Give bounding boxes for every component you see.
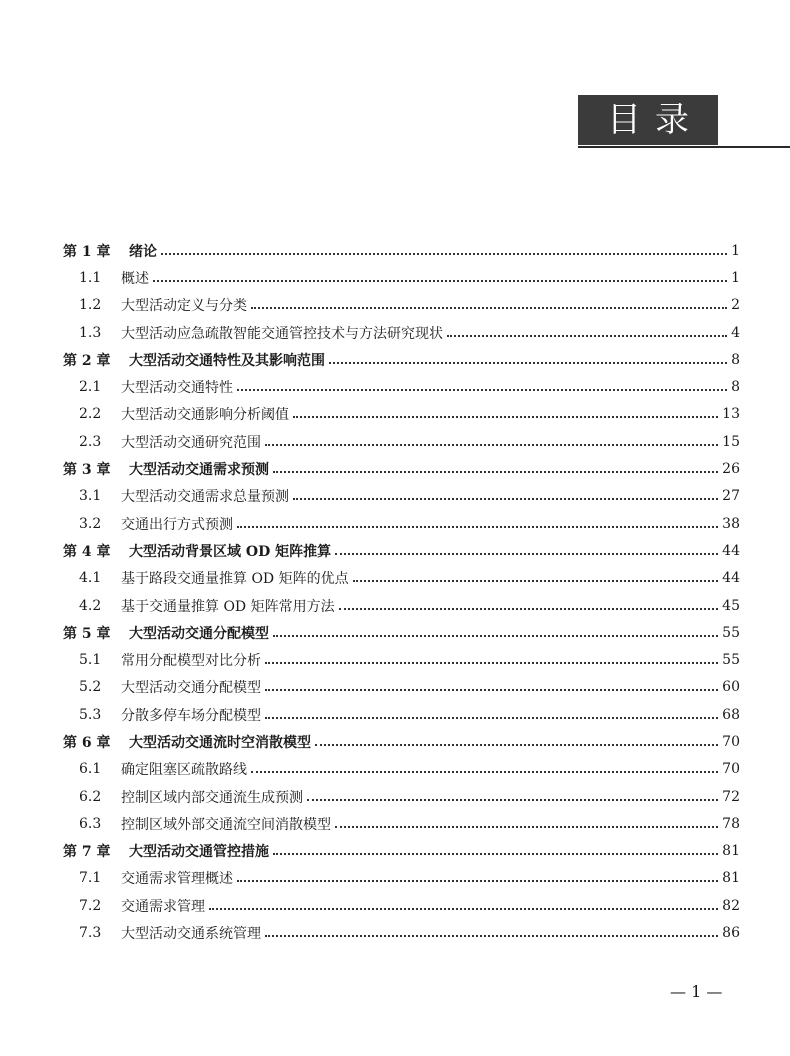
toc-entry-title: 大型活动交通分配模型 <box>121 680 261 697</box>
toc-entry-page: 70 <box>722 733 740 750</box>
toc-section-row[interactable] <box>63 373 740 400</box>
toc-entry-title: 大型活动应急疏散智能交通管控技术与方法研究现状 <box>121 325 443 342</box>
toc-entry-page: 81 <box>722 843 740 860</box>
toc-entry-title: 大型活动交通影响分析阈值 <box>121 407 289 424</box>
toc-entry-number: 6.3 <box>79 815 102 832</box>
toc-entry-page: 8 <box>731 351 740 368</box>
toc-entry-page: 1 <box>731 269 740 286</box>
toc-entry-page: 78 <box>722 815 740 832</box>
toc-section-row[interactable] <box>63 510 740 537</box>
toc-entry-number: 第 6 章 <box>63 734 111 751</box>
dot-leader <box>237 389 727 391</box>
toc-section-row[interactable] <box>63 892 740 919</box>
dot-leader <box>335 826 718 828</box>
toc-entry-title: 控制区域外部交通流空间消散模型 <box>121 816 331 833</box>
toc-entry-number: 5.2 <box>79 679 102 696</box>
dot-leader <box>209 908 718 910</box>
toc-entry-number: 3.1 <box>79 488 102 505</box>
toc-entry-number: 1.3 <box>79 324 102 341</box>
toc-entry-title: 绪论 <box>129 243 157 260</box>
toc-entry-number: 4.2 <box>79 597 102 614</box>
toc-entry-number: 2.3 <box>79 433 102 450</box>
toc-chapter-row[interactable] <box>63 619 740 646</box>
dot-leader <box>315 744 718 746</box>
toc-section-row[interactable] <box>63 483 740 510</box>
toc-entry-page: 27 <box>722 488 740 505</box>
page-number: — 1 — <box>670 982 723 1001</box>
toc-entry-title: 确定阻塞区疏散路线 <box>121 762 247 779</box>
toc-section-row[interactable] <box>63 783 740 810</box>
toc-entry-title: 常用分配模型对比分析 <box>121 653 261 670</box>
toc-section-row[interactable] <box>63 919 740 946</box>
toc-entry-title: 大型活动交通需求预测 <box>129 462 269 479</box>
dot-leader <box>307 799 718 801</box>
dot-leader <box>447 335 727 337</box>
toc-section-row[interactable] <box>63 264 740 291</box>
toc-section-row[interactable] <box>63 428 740 455</box>
toc-chapter-row[interactable] <box>63 346 740 373</box>
toc-section-row[interactable] <box>63 674 740 701</box>
toc-entry-page: 8 <box>731 379 740 396</box>
toc-section-row[interactable] <box>63 401 740 428</box>
toc-section-row[interactable] <box>63 865 740 892</box>
toc-entry-page: 13 <box>722 406 740 423</box>
toc-entry-title: 概述 <box>121 270 149 287</box>
toc-entry-page: 81 <box>722 870 740 887</box>
dot-leader <box>353 580 719 582</box>
toc-entry-page: 2 <box>731 297 740 314</box>
dot-leader <box>265 935 718 937</box>
toc-entry-page: 26 <box>722 461 740 478</box>
toc-entry-title: 控制区域内部交通流生成预测 <box>121 789 303 806</box>
toc-entry-page: 4 <box>731 324 740 341</box>
toc-entry-page: 60 <box>722 679 740 696</box>
toc-chapter-row[interactable] <box>63 237 740 264</box>
toc-entry-title: 大型活动交通需求总量预测 <box>121 489 289 506</box>
page-title: 目录 <box>607 100 703 140</box>
toc-entry-title: 交通出行方式预测 <box>121 516 233 533</box>
table-of-contents <box>63 237 740 947</box>
toc-entry-title: 基于交通量推算 OD 矩阵常用方法 <box>121 598 335 615</box>
dot-leader <box>251 307 727 309</box>
toc-section-row[interactable] <box>63 810 740 837</box>
toc-section-row[interactable] <box>63 756 740 783</box>
toc-entry-title: 大型活动定义与分类 <box>121 298 247 315</box>
toc-section-row[interactable] <box>63 565 740 592</box>
toc-entry-page: 44 <box>722 570 740 587</box>
toc-entry-number: 第 3 章 <box>63 462 111 479</box>
toc-entry-page: 55 <box>722 624 740 641</box>
toc-entry-number: 5.1 <box>79 652 102 669</box>
toc-section-row[interactable] <box>63 592 740 619</box>
toc-entry-title: 交通需求管理概述 <box>121 871 233 888</box>
toc-entry-number: 7.3 <box>79 925 102 942</box>
toc-section-row[interactable] <box>63 701 740 728</box>
toc-entry-title: 大型活动交通研究范围 <box>121 434 261 451</box>
toc-entry-number: 3.2 <box>79 515 102 532</box>
dot-leader <box>335 553 718 555</box>
toc-entry-number: 7.2 <box>79 897 102 914</box>
toc-entry-number: 第 4 章 <box>63 543 111 560</box>
toc-section-row[interactable] <box>63 646 740 673</box>
toc-entry-number: 6.2 <box>79 788 102 805</box>
toc-entry-title: 基于路段交通量推算 OD 矩阵的优点 <box>121 571 349 588</box>
toc-entry-number: 1.2 <box>79 297 102 314</box>
dot-leader <box>251 771 718 773</box>
toc-chapter-row[interactable] <box>63 838 740 865</box>
toc-entry-title: 大型活动交通管控措施 <box>129 844 269 861</box>
toc-entry-page: 55 <box>722 652 740 669</box>
toc-entry-title: 大型活动背景区域 OD 矩阵推算 <box>129 543 332 560</box>
toc-entry-number: 6.1 <box>79 761 102 778</box>
dot-leader <box>339 608 719 610</box>
toc-entry-number: 第 5 章 <box>63 625 111 642</box>
dot-leader <box>293 416 718 418</box>
toc-entry-title: 交通需求管理 <box>121 898 205 915</box>
toc-entry-number: 2.2 <box>79 406 102 423</box>
dot-leader <box>273 635 718 637</box>
toc-entry-number: 7.1 <box>79 870 102 887</box>
toc-entry-page: 15 <box>722 433 740 450</box>
toc-entry-title: 大型活动交通特性及其影响范围 <box>129 352 325 369</box>
toc-entry-number: 5.3 <box>79 706 102 723</box>
dot-leader <box>329 362 727 364</box>
toc-entry-title: 大型活动交通分配模型 <box>129 625 269 642</box>
dot-leader <box>265 444 718 446</box>
dot-leader <box>273 471 718 473</box>
toc-entry-number: 第 1 章 <box>63 243 111 260</box>
dot-leader <box>265 662 718 664</box>
toc-entry-page: 70 <box>722 761 740 778</box>
toc-entry-title: 大型活动交通流时空消散模型 <box>129 734 311 751</box>
toc-entry-number: 4.1 <box>79 570 102 587</box>
toc-entry-page: 82 <box>722 897 740 914</box>
dot-leader <box>237 526 718 528</box>
toc-entry-number: 1.1 <box>79 269 102 286</box>
dot-leader <box>293 498 718 500</box>
toc-entry-page: 45 <box>722 597 740 614</box>
toc-entry-page: 44 <box>722 542 740 559</box>
toc-entry-number: 2.1 <box>79 379 102 396</box>
toc-entry-number: 第 7 章 <box>63 844 111 861</box>
toc-section-row[interactable] <box>63 292 740 319</box>
toc-entry-page: 86 <box>722 925 740 942</box>
dot-leader <box>273 853 718 855</box>
toc-chapter-row[interactable] <box>63 455 740 482</box>
dot-leader <box>265 717 718 719</box>
toc-entry-title: 大型活动交通系统管理 <box>121 926 261 943</box>
toc-section-row[interactable] <box>63 319 740 346</box>
dot-leader <box>237 880 718 882</box>
dot-leader <box>153 280 727 282</box>
toc-entry-page: 72 <box>722 788 740 805</box>
toc-entry-page: 38 <box>722 515 740 532</box>
toc-entry-title: 分散多停车场分配模型 <box>121 707 261 724</box>
toc-chapter-row[interactable] <box>63 728 740 755</box>
dot-leader <box>161 253 727 255</box>
toc-entry-number: 第 2 章 <box>63 352 111 369</box>
toc-chapter-row[interactable] <box>63 537 740 564</box>
dot-leader <box>265 689 718 691</box>
toc-entry-page: 68 <box>722 706 740 723</box>
title-underline <box>578 146 790 148</box>
toc-entry-title: 大型活动交通特性 <box>121 380 233 397</box>
toc-entry-page: 1 <box>731 242 740 259</box>
